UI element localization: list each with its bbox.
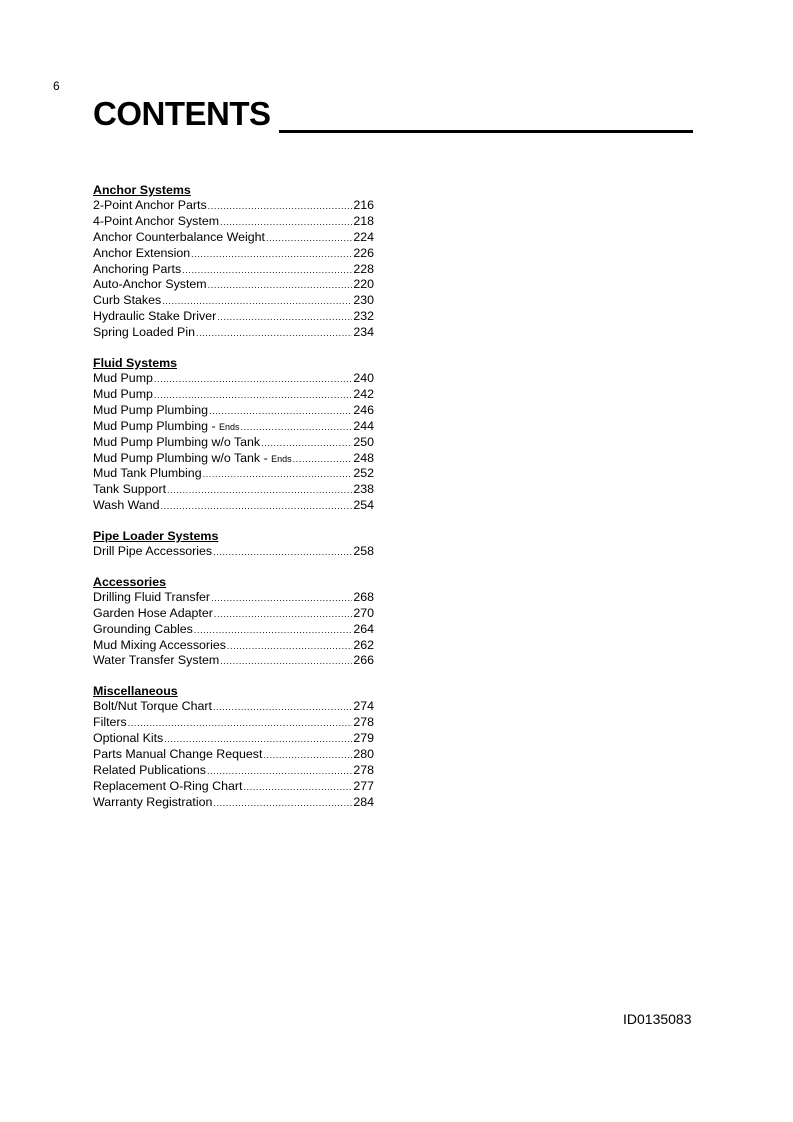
dot-leader bbox=[191, 246, 352, 262]
dot-leader bbox=[167, 482, 352, 498]
dot-leader bbox=[293, 451, 353, 467]
entry-page-number: 266 bbox=[353, 653, 374, 668]
dot-leader bbox=[208, 277, 353, 293]
entry-title-text: Mud Tank Plumbing bbox=[93, 466, 202, 481]
entry-title bbox=[93, 606, 213, 621]
toc-entry bbox=[93, 544, 374, 560]
entry-page-number: 280 bbox=[353, 747, 374, 761]
dot-leader bbox=[209, 403, 352, 419]
entry-title-text: Warranty Registration bbox=[93, 794, 213, 809]
toc-entry bbox=[93, 451, 374, 467]
entry-page-number: 274 bbox=[353, 699, 374, 714]
toc-entry bbox=[93, 277, 374, 293]
toc-entry bbox=[93, 779, 374, 795]
toc-entry bbox=[93, 731, 374, 747]
dot-leader bbox=[128, 715, 353, 731]
toc-entry bbox=[93, 371, 374, 387]
toc-section bbox=[93, 684, 374, 810]
entry-title-text: Mud Pump bbox=[93, 370, 153, 385]
entry-title bbox=[93, 779, 242, 794]
toc-entry bbox=[93, 246, 374, 262]
toc-entry bbox=[93, 653, 374, 669]
entry-title-text: Optional Kits bbox=[93, 731, 164, 746]
toc-entry bbox=[93, 262, 374, 278]
dot-leader bbox=[227, 638, 352, 654]
entry-page-number: 230 bbox=[353, 293, 374, 308]
toc-entry bbox=[93, 419, 374, 435]
entry-page-number: 246 bbox=[353, 402, 374, 417]
toc-entry bbox=[93, 198, 374, 214]
entry-title bbox=[93, 466, 202, 481]
toc-entry bbox=[93, 309, 374, 325]
toc-entry bbox=[93, 325, 374, 341]
entry-page-number: 284 bbox=[353, 794, 374, 809]
dot-leader bbox=[220, 653, 352, 669]
entry-title-text: 4-Point Anchor System bbox=[93, 213, 220, 228]
entry-title bbox=[93, 590, 210, 605]
entry-title-text: Anchor Counterbalance Weight bbox=[93, 229, 265, 244]
entry-page-number: 242 bbox=[353, 386, 374, 401]
toc-entry bbox=[93, 435, 374, 451]
entry-title-text: Anchor Extension bbox=[93, 245, 191, 260]
toc-entry bbox=[93, 387, 374, 403]
dot-leader bbox=[261, 435, 352, 451]
entry-page-number: 277 bbox=[353, 778, 374, 793]
entry-page-number: 220 bbox=[353, 277, 374, 292]
dot-leader bbox=[161, 498, 353, 514]
entry-page-number: 226 bbox=[353, 245, 374, 260]
dot-leader bbox=[154, 371, 352, 387]
entry-page-number: 240 bbox=[353, 370, 374, 385]
entry-page-number: 244 bbox=[353, 418, 374, 433]
entry-title bbox=[93, 482, 166, 497]
toc-entry bbox=[93, 638, 374, 654]
toc-section bbox=[93, 183, 374, 341]
toc-entry bbox=[93, 466, 374, 482]
entry-title-text: 2-Point Anchor Parts bbox=[93, 197, 207, 212]
entry-title-text: Anchoring Parts bbox=[93, 261, 182, 276]
entry-title bbox=[93, 435, 260, 450]
dot-leader bbox=[214, 606, 352, 622]
entry-title-text: Mud Mixing Accessories bbox=[93, 637, 226, 652]
dot-leader bbox=[196, 325, 352, 341]
page-title bbox=[93, 94, 693, 134]
entry-page-number: 218 bbox=[353, 213, 374, 228]
entry-page-number: 268 bbox=[353, 589, 374, 604]
dot-leader bbox=[164, 731, 352, 747]
entry-page-number: 258 bbox=[353, 544, 374, 559]
dot-leader bbox=[162, 293, 352, 309]
entry-page-number: 279 bbox=[353, 731, 374, 746]
toc-entry bbox=[93, 403, 374, 419]
entry-title bbox=[93, 277, 207, 292]
entry-page-number: 254 bbox=[353, 498, 374, 513]
table-of-contents bbox=[93, 183, 374, 826]
toc-section bbox=[93, 575, 374, 669]
entry-title bbox=[93, 403, 208, 418]
entry-title-text: Curb Stakes bbox=[93, 293, 162, 308]
toc-entry bbox=[93, 699, 374, 715]
entry-title-text: Water Transfer System bbox=[93, 653, 220, 668]
toc-entry bbox=[93, 795, 374, 811]
entry-page-number: 248 bbox=[353, 450, 374, 465]
entry-page-number: 278 bbox=[353, 715, 374, 730]
entry-title bbox=[93, 795, 212, 810]
section-heading: Accessories bbox=[93, 574, 167, 589]
dot-leader bbox=[208, 198, 353, 214]
page-number: 6 bbox=[53, 79, 60, 93]
toc-section bbox=[93, 356, 374, 514]
toc-entry bbox=[93, 230, 374, 246]
dot-leader bbox=[154, 387, 352, 403]
toc-entry bbox=[93, 606, 374, 622]
entry-title bbox=[93, 544, 212, 559]
entry-note: Ends bbox=[271, 453, 292, 464]
dot-leader bbox=[194, 622, 352, 638]
entry-title bbox=[93, 246, 190, 261]
dot-leader bbox=[211, 590, 352, 606]
dot-leader bbox=[266, 230, 352, 246]
entry-note: Ends bbox=[219, 421, 240, 432]
toc-entry bbox=[93, 293, 374, 309]
entry-title-text: Spring Loaded Pin bbox=[93, 325, 195, 340]
section-heading: Anchor Systems bbox=[93, 183, 191, 197]
entry-title-text: Grounding Cables bbox=[93, 621, 193, 636]
entry-title-text: Bolt/Nut Torque Chart bbox=[93, 699, 212, 714]
entry-title-text: Auto-Anchor System bbox=[93, 277, 207, 292]
entry-title bbox=[93, 230, 265, 245]
entry-page-number: 264 bbox=[353, 621, 374, 636]
entry-page-number: 252 bbox=[353, 466, 374, 481]
entry-title bbox=[93, 622, 193, 637]
toc-entry bbox=[93, 763, 374, 779]
entry-title-text: Wash Wand bbox=[93, 498, 160, 513]
title-text: CONTENTS bbox=[93, 95, 271, 132]
entry-title-text: Hydraulic Stake Driver bbox=[93, 309, 217, 324]
entry-page-number: 270 bbox=[353, 605, 374, 620]
entry-page-number: 232 bbox=[353, 309, 374, 324]
entry-page-number: 262 bbox=[353, 637, 374, 652]
entry-page-number: 216 bbox=[353, 197, 374, 212]
entry-title-text: Drill Pipe Accessories bbox=[93, 544, 213, 559]
dot-leader bbox=[243, 779, 352, 795]
entry-title-text: Parts Manual Change Request bbox=[93, 747, 263, 761]
entry-title-text: Replacement O-Ring Chart bbox=[93, 778, 243, 793]
entry-title bbox=[93, 293, 161, 308]
entry-title-text: Filters bbox=[93, 715, 127, 730]
dot-leader bbox=[263, 747, 352, 763]
section-heading: Pipe Loader Systems bbox=[93, 529, 219, 544]
entry-title bbox=[93, 371, 153, 386]
entry-page-number: 278 bbox=[353, 762, 374, 777]
entry-page-number: 228 bbox=[353, 261, 374, 276]
entry-title-text: Mud Pump Plumbing w/o Tank - bbox=[93, 450, 272, 465]
entry-title bbox=[93, 214, 219, 229]
entry-title-text: Mud Pump Plumbing - bbox=[93, 418, 220, 433]
entry-title bbox=[93, 262, 181, 277]
entry-title-text: Mud Pump Plumbing w/o Tank bbox=[93, 434, 261, 449]
entry-title-text: Related Publications bbox=[93, 762, 206, 777]
entry-title bbox=[93, 198, 207, 213]
dot-leader bbox=[213, 795, 352, 811]
title-underline-rule bbox=[279, 130, 693, 133]
entry-page-number: 224 bbox=[353, 229, 374, 244]
dot-leader bbox=[207, 763, 352, 779]
entry-title bbox=[93, 699, 212, 714]
dot-leader bbox=[213, 699, 352, 715]
entry-title bbox=[93, 638, 226, 653]
entry-title-text: Mud Pump bbox=[93, 386, 153, 401]
toc-entry bbox=[93, 622, 374, 638]
entry-title bbox=[93, 451, 292, 467]
entry-title-text: Mud Pump Plumbing bbox=[93, 402, 209, 417]
dot-leader bbox=[241, 419, 353, 435]
entry-title bbox=[93, 653, 219, 668]
toc-section bbox=[93, 529, 374, 560]
document-id: ID0135083 bbox=[623, 1011, 692, 1027]
entry-title bbox=[93, 419, 240, 435]
dot-leader bbox=[217, 309, 352, 325]
entry-title-text: Garden Hose Adapter bbox=[93, 605, 213, 620]
section-heading: Miscellaneous bbox=[93, 684, 178, 699]
entry-page-number: 250 bbox=[353, 434, 374, 449]
entry-title bbox=[93, 731, 163, 746]
entry-title bbox=[93, 309, 216, 324]
section-heading: Fluid Systems bbox=[93, 356, 178, 371]
dot-leader bbox=[203, 466, 353, 482]
entry-title bbox=[93, 325, 195, 340]
entry-page-number: 238 bbox=[353, 482, 374, 497]
dot-leader bbox=[213, 544, 352, 560]
entry-title-text: Drilling Fluid Transfer bbox=[93, 589, 211, 604]
dot-leader bbox=[182, 262, 352, 278]
toc-entry bbox=[93, 498, 374, 514]
toc-entry bbox=[93, 715, 374, 731]
entry-title-text: Tank Support bbox=[93, 482, 167, 497]
entry-title bbox=[93, 715, 127, 730]
dot-leader bbox=[220, 214, 352, 230]
entry-title bbox=[93, 387, 153, 402]
entry-page-number: 234 bbox=[353, 325, 374, 340]
entry-title bbox=[93, 747, 262, 762]
toc-entry bbox=[93, 747, 374, 763]
toc-entry bbox=[93, 482, 374, 498]
toc-entry bbox=[93, 590, 374, 606]
entry-title bbox=[93, 498, 160, 513]
toc-entry bbox=[93, 214, 374, 230]
entry-title bbox=[93, 763, 206, 778]
